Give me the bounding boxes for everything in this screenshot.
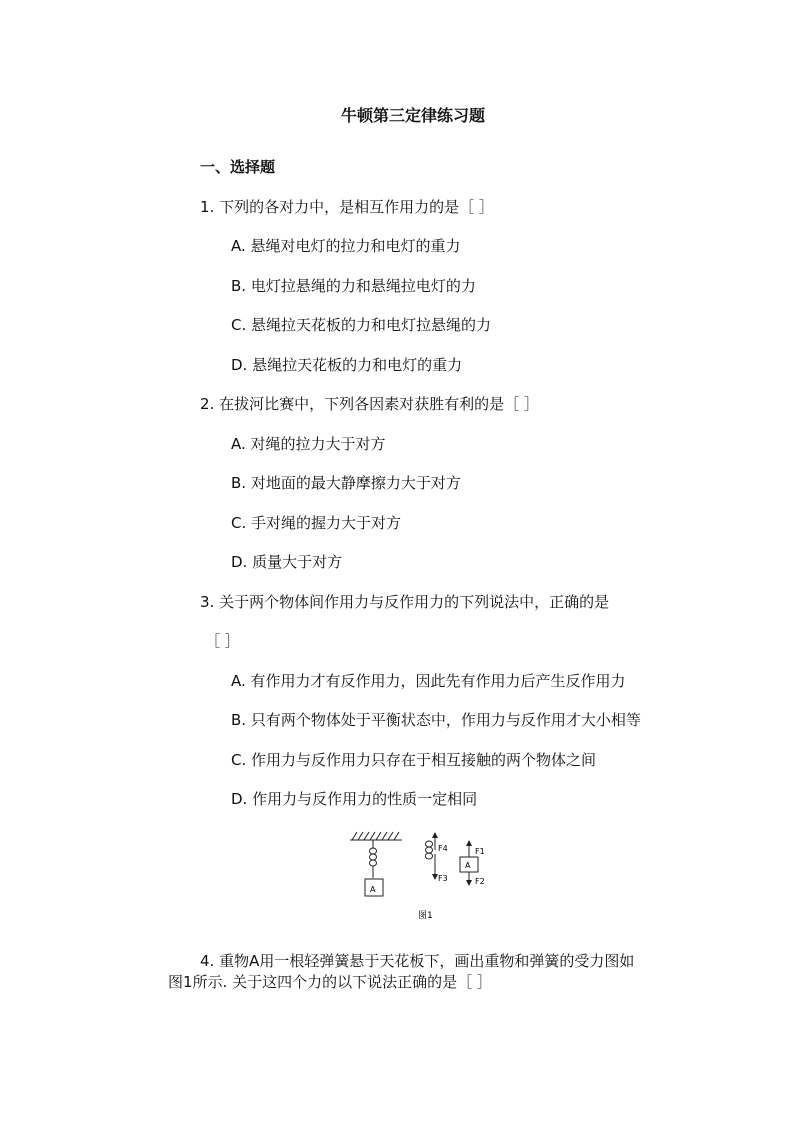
- f3-label: F3: [438, 874, 448, 883]
- question-3-stem-continued: ［ ］: [205, 632, 240, 650]
- question-4-stem-line1: 4. 重物A用一根轻弹簧悬于天花板下，画出重物和弹簧的受力图如: [200, 952, 635, 970]
- question-2-option-a: A. 对绳的拉力大于对方: [231, 435, 386, 453]
- f2-arrow: [466, 872, 472, 886]
- free-body-block-label: A: [465, 861, 471, 870]
- question-2-option-b: B. 对地面的最大静摩擦力大于对方: [231, 474, 461, 492]
- hanging-block-label: A: [370, 885, 376, 894]
- question-3-option-a: A. 有作用力才有反作用力，因此先有作用力后产生反作用力: [231, 672, 626, 690]
- question-1-option-a: A. 悬绳对电灯的拉力和电灯的重力: [231, 237, 461, 255]
- question-1-option-b: B. 电灯拉悬绳的力和悬绳拉电灯的力: [231, 277, 476, 295]
- f1-label: F1: [475, 847, 485, 856]
- question-3-option-d: D. 作用力与反作用力的性质一定相同: [231, 790, 478, 808]
- question-1-stem: 1. 下列的各对力中，是相互作用力的是［ ］: [200, 198, 494, 216]
- ceiling-hatch: [350, 832, 402, 840]
- question-4-stem-line2: 图1所示. 关于这四个力的以下说法正确的是［ ］: [168, 973, 492, 991]
- question-2-option-d: D. 质量大于对方: [231, 553, 343, 571]
- figure-caption: 图1: [418, 911, 433, 921]
- page-title: 牛顿第三定律练习题: [341, 106, 486, 125]
- question-3-option-c: C. 作用力与反作用力只存在于相互接触的两个物体之间: [231, 751, 597, 769]
- question-1-option-d: D. 悬绳拉天花板的力和电灯的重力: [231, 356, 463, 374]
- hanging-spring: [370, 840, 377, 878]
- section-heading: 一、选择题: [200, 158, 276, 176]
- question-3-option-b: B. 只有两个物体处于平衡状态中，作用力与反作用才大小相等: [231, 711, 641, 729]
- figure-1-diagram: [340, 828, 510, 928]
- spring-free-body: [426, 841, 433, 859]
- question-2-stem: 2. 在拔河比赛中，下列各因素对获胜有利的是［ ］: [200, 395, 539, 413]
- question-2-option-c: C. 手对绳的握力大于对方: [231, 514, 402, 532]
- f2-label: F2: [475, 877, 485, 886]
- f4-label: F4: [438, 844, 448, 853]
- question-1-option-c: C. 悬绳拉天花板的力和电灯拉悬绳的力: [231, 316, 492, 334]
- question-3-stem: 3. 关于两个物体间作用力与反作用力的下列说法中，正确的是: [200, 593, 610, 611]
- f1-arrow: [466, 840, 472, 857]
